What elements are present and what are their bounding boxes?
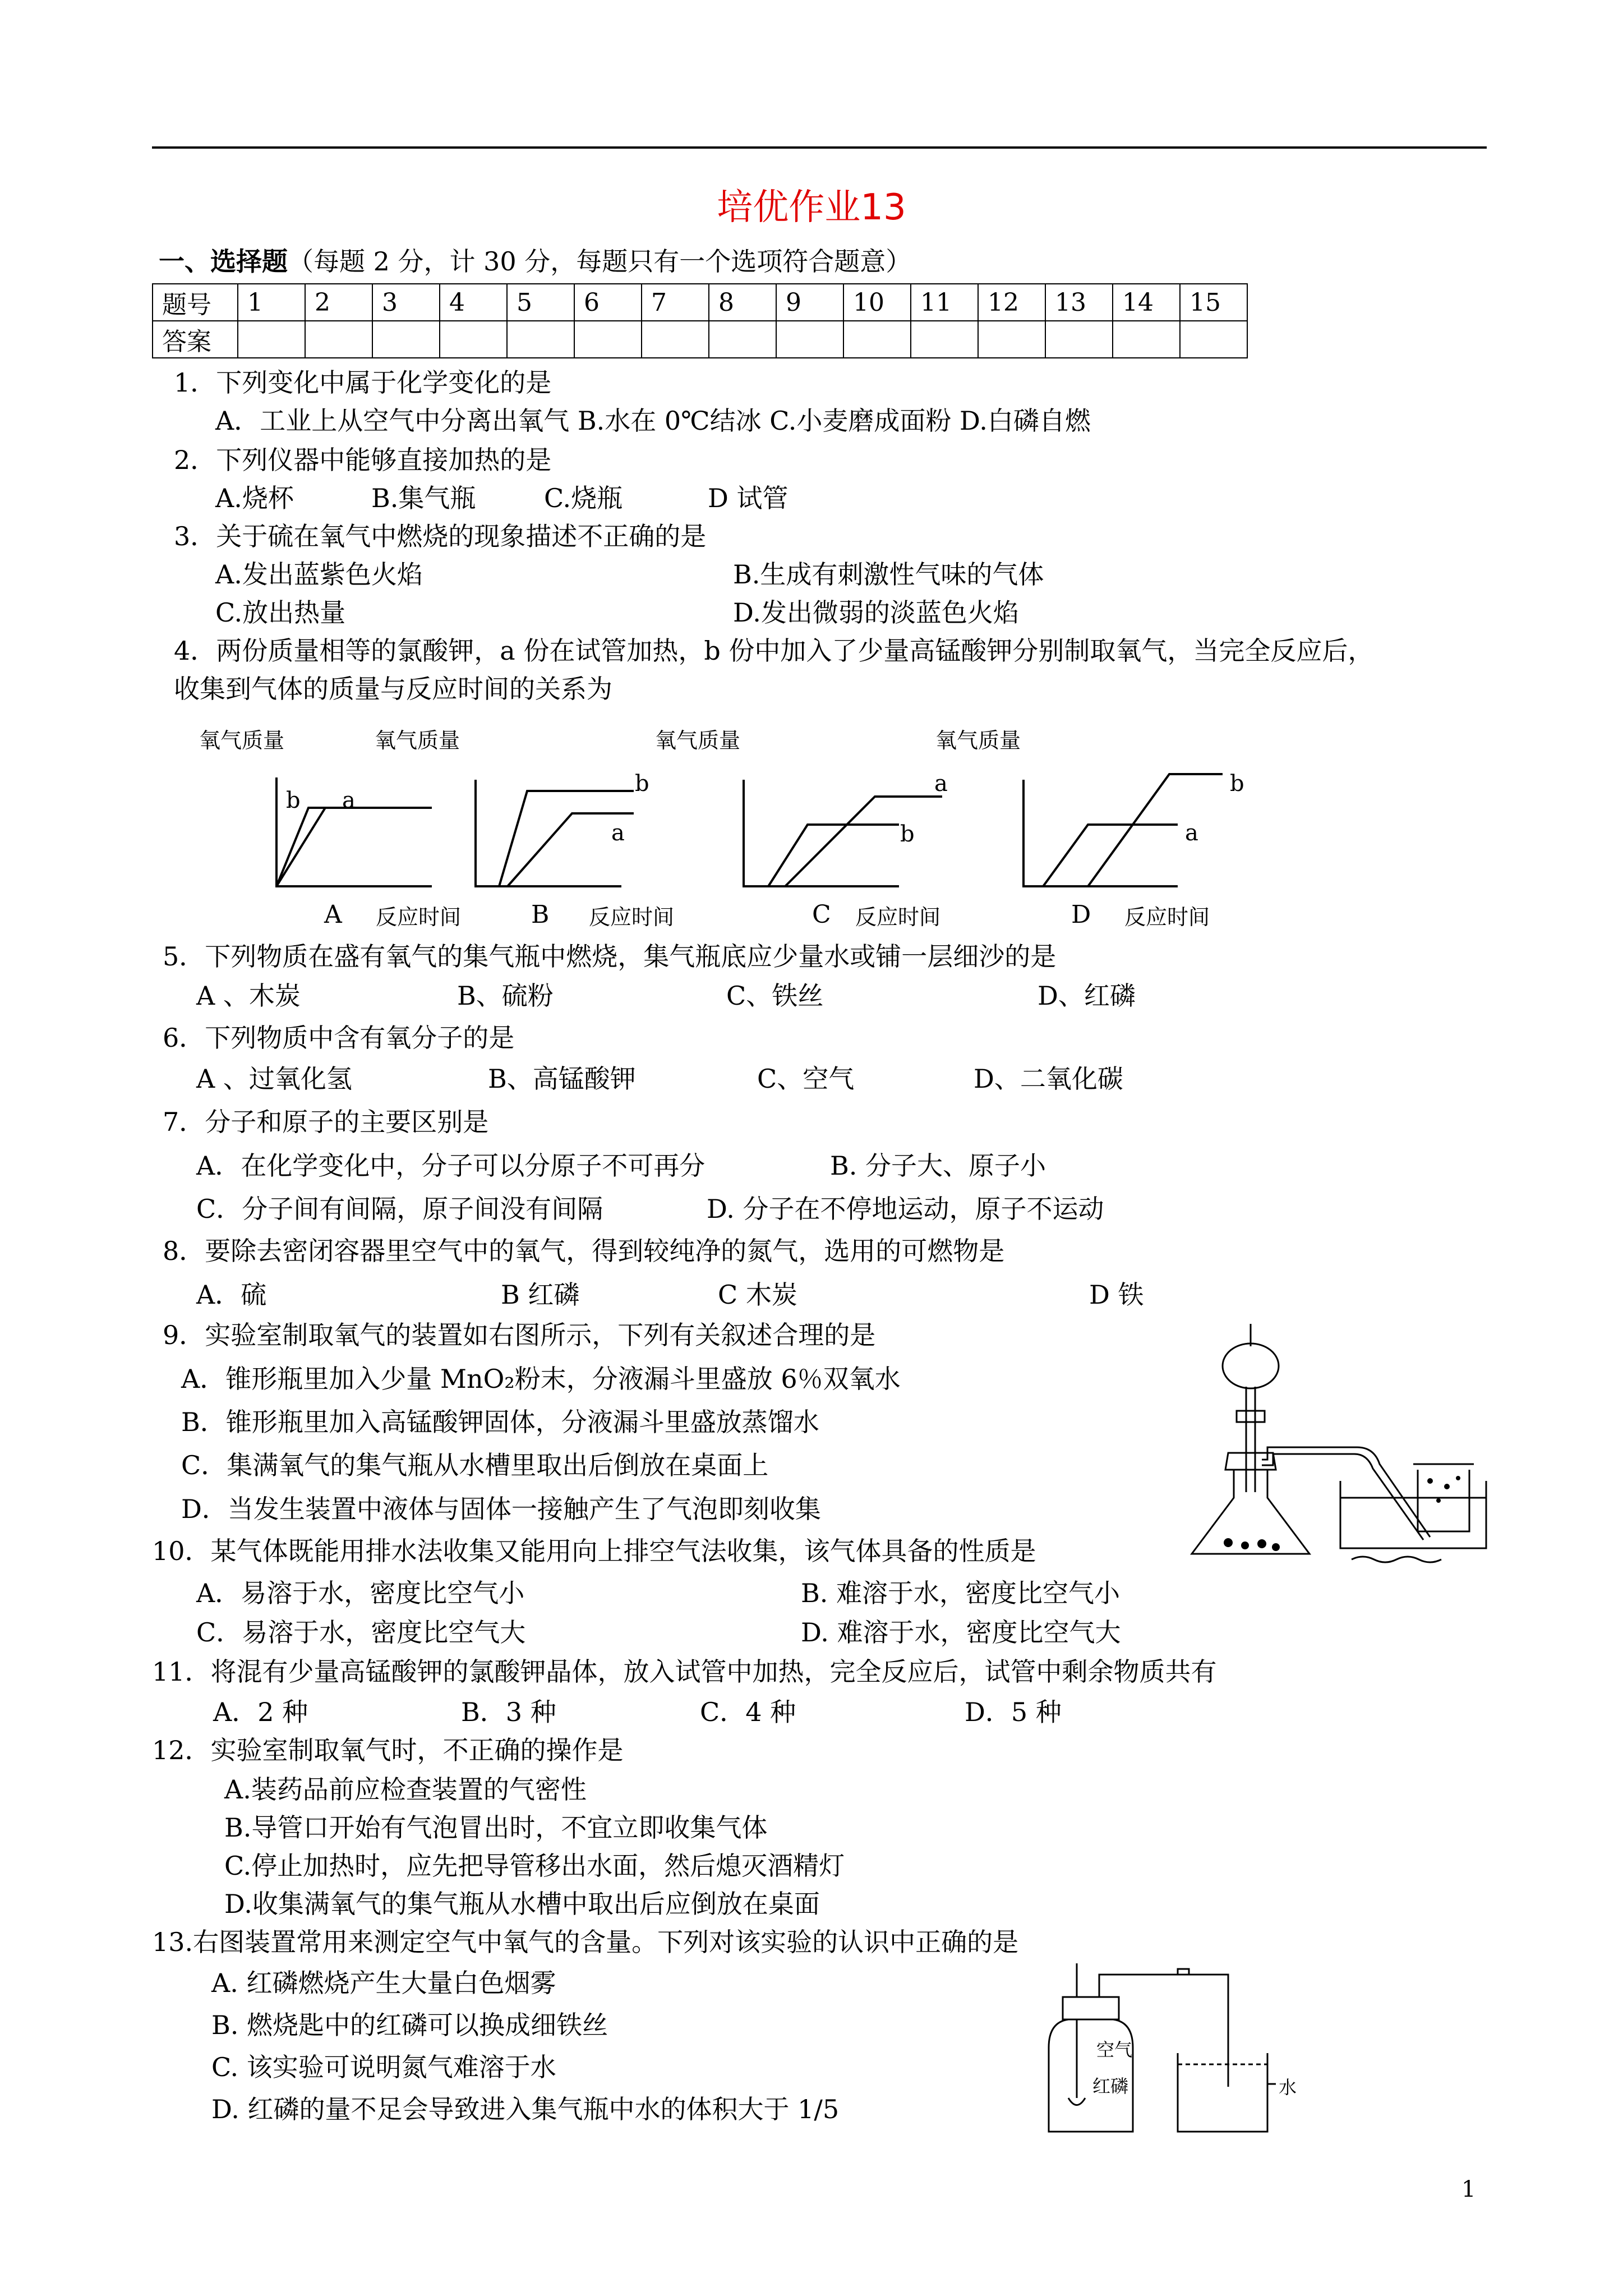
q5-a: A 、木炭 [196,981,301,1011]
q6-stem: 6．下列物质中含有氧分子的是 [163,1023,515,1053]
graph-b [476,780,634,886]
q7-a: A．在化学变化中，分子可以分原子不可再分 [196,1151,706,1181]
q13-d: D. 红磷的量不足会导致进入集气瓶中水的体积大于 1/5 [211,2094,840,2124]
top-rule [152,146,1487,149]
q13-a: A. 红磷燃烧产生大量白色烟雾 [211,1968,556,1998]
answer-cell[interactable] [1180,321,1247,358]
row-label: 题号 [153,284,238,321]
q10-d: D. 难溶于水，密度比空气大 [801,1617,1121,1648]
q11-a: A．2 种 [213,1697,308,1727]
ylabel: 氧气质量 [935,728,1021,753]
q8-b: B 红磷 [501,1280,580,1310]
q9-a: A．锥形瓶里加入少量 MnO₂粉末，分液漏斗里盛放 6％双氧水 [181,1364,901,1394]
q11-stem: 11．将混有少量高锰酸钾的氯酸钾晶体，放入试管中加热，完全反应后，试管中剩余物质共有 [152,1657,1217,1687]
q6-a: A 、过氧化氢 [196,1064,352,1094]
air-oxygen-apparatus-figure [1038,1958,1279,2143]
q2-c: C.烧瓶 [544,483,623,513]
question-number-cell: 7 [642,284,709,321]
combustion-spoon [1068,2098,1085,2105]
q10-c: C．易溶于水，密度比空气大 [196,1617,526,1648]
q10-stem: 10．某气体既能用排水法收集又能用向上排空气法收集，该气体具备的性质是 [152,1536,1036,1566]
answer-cell[interactable] [911,321,978,358]
label-b: b [1230,771,1244,797]
conical-flask [1192,1470,1310,1554]
graph-letter: B [531,900,550,929]
page-title: 培优作业13 [717,187,906,228]
answer-cell[interactable] [305,321,372,358]
q4-graphs [168,718,1290,931]
answer-cell[interactable] [238,321,305,358]
section-head: 一、选择题 [159,246,288,277]
q3-stem: 3．关于硫在氧气中燃烧的现象描述不正确的是 [174,521,707,551]
table-row [153,321,1247,358]
q4-stem-2: 收集到气体的质量与反应时间的关系为 [174,674,612,704]
q7-stem: 7．分子和原子的主要区别是 [163,1107,489,1137]
funnel-stem [1246,1387,1255,1492]
label-a: a [342,788,356,813]
answer-cell[interactable] [574,321,642,358]
q6-d: D、二氧化碳 [974,1064,1123,1094]
q2-a: A.烧杯 [215,483,294,513]
answer-cell[interactable] [1045,321,1113,358]
q5-stem: 5．下列物质在盛有氧气的集气瓶中燃烧，集气瓶底应少量水或铺一层细沙的是 [163,941,1057,972]
q5-c: C、铁丝 [726,981,824,1011]
q8-c: C 木炭 [718,1280,797,1310]
q12-b: B.导管口开始有气泡冒出时，不宜立即收集气体 [224,1812,768,1843]
stopcock [1237,1411,1265,1422]
label-a: a [611,820,625,846]
q3-d: D.发出微弱的淡蓝色火焰 [733,597,1019,628]
q12-c: C.停止加热时，应先把导管移出水面，然后熄灭酒精灯 [224,1851,845,1881]
label-a: a [934,771,948,797]
curve-b [768,825,899,886]
xlabel: 反应时间 [589,905,675,930]
graph-letter: C [812,900,831,929]
q7-d: D. 分子在不停地运动，原子不运动 [707,1194,1104,1224]
q3-b: B.生成有刺激性气味的气体 [733,559,1044,590]
q2-d: D 试管 [708,483,789,513]
q5-b: B、硫粉 [457,981,554,1011]
xlabel: 反应时间 [855,905,941,930]
q2-b: B.集气瓶 [371,483,476,513]
q7-b: B. 分子大、原子小 [830,1151,1046,1181]
q6-c: C、空气 [757,1064,855,1094]
q9-b: B．锥形瓶里加入高锰酸钾固体，分液漏斗里盛放蒸馏水 [181,1407,819,1437]
question-number-cell: 11 [911,284,978,321]
answer-cell[interactable] [507,321,574,358]
graph-letter: A [324,900,342,929]
section-note: （每题 2 分，计 30 分，每题只有一个选项符合题意） [288,246,912,277]
q8-a: A．硫 [196,1280,267,1310]
beaker [1178,2053,1267,2132]
q8-d: D 铁 [1089,1280,1144,1310]
q8-stem: 8．要除去密闭容器里空气中的氧气，得到较纯净的氮气，选用的可燃物是 [163,1236,1005,1266]
question-number-cell: 9 [776,284,843,321]
q9-stem: 9．实验室制取氧气的装置如右图所示，下列有关叙述合理的是 [163,1320,876,1350]
separatory-funnel [1223,1343,1279,1388]
stand-base [1352,1557,1441,1562]
question-number-cell: 8 [709,284,776,321]
question-number-cell: 15 [1180,284,1247,321]
question-number-cell: 10 [843,284,911,321]
ylabel: 氧气质量 [199,728,285,753]
answer-cell[interactable] [776,321,843,358]
q9-c: C．集满氧气的集气瓶从水槽里取出后倒放在桌面上 [181,1450,769,1480]
question-number-cell: 3 [372,284,440,321]
q11-c: C．4 种 [700,1697,796,1727]
label-b: b [286,788,301,813]
q10-b: B. 难溶于水，密度比空气小 [801,1578,1121,1608]
q3-c: C.放出热量 [215,597,346,628]
curve-a [785,797,942,886]
row-label: 答案 [153,321,238,358]
axes [476,780,621,886]
question-number-cell: 1 [238,284,305,321]
question-number-cell: 5 [507,284,574,321]
answer-cell[interactable] [440,321,507,358]
water-trough [1340,1481,1486,1548]
page-number: 1 [1461,2177,1476,2202]
q13-c: C. 该实验可说明氮气难溶于水 [211,2052,556,2082]
question-number-cell: 2 [305,284,372,321]
answer-table [152,283,1248,358]
q12-d: D.收集满氧气的集气瓶从水槽中取出后应倒放在桌面 [224,1889,820,1919]
connecting-tube [1099,1975,1228,2087]
rubber-stopper [1063,1997,1119,2019]
answer-cell[interactable] [1113,321,1180,358]
q6-b: B、高锰酸钾 [488,1064,636,1094]
table-row [153,284,1247,321]
section-heading [159,245,911,278]
curve-a [276,808,325,886]
answer-cell[interactable] [642,321,709,358]
question-number-cell: 4 [440,284,507,321]
phosphorus-label: 红磷 [1092,2076,1129,2097]
ylabel: 氧气质量 [375,728,460,753]
q13-stem: 13.右图装置常用来测定空气中氧气的含量。下列对该实验的认识中正确的是 [152,1927,1019,1957]
q10-a: A．易溶于水，密度比空气小 [196,1578,525,1608]
label-b: b [635,771,649,797]
answer-cell[interactable] [709,321,776,358]
oxygen-apparatus-figure [1183,1313,1497,1571]
question-number-cell: 6 [574,284,642,321]
q12-a: A.装药品前应检查装置的气密性 [224,1774,587,1805]
question-number-cell: 13 [1045,284,1113,321]
xlabel: 反应时间 [376,905,462,930]
q2-stem: 2．下列仪器中能够直接加热的是 [174,445,552,475]
water-label: 水 [1279,2077,1297,2098]
q12-stem: 12．实验室制取氧气时，不正确的操作是 [152,1735,624,1765]
q1-stem: 1．下列变化中属于化学变化的是 [174,367,552,398]
graph-letter: D [1071,900,1091,929]
q7-c: C．分子间有间隔，原子间没有间隔 [196,1194,603,1224]
q3-a: A.发出蓝紫色火焰 [215,559,423,590]
q11-b: B．3 种 [461,1697,556,1727]
gas-jar [1418,1470,1469,1531]
q1-options: A．工业上从空气中分离出氧气 B.水在 0℃结冰 C.小麦磨成面粉 D.白磷自燃 [215,406,1091,436]
q11-d: D．5 种 [965,1697,1062,1727]
label-a: a [1185,820,1198,846]
label-b: b [900,821,915,847]
question-number-cell: 14 [1113,284,1180,321]
answer-cell[interactable] [372,321,440,358]
curve-b [1088,774,1223,886]
answer-cell[interactable] [978,321,1045,358]
question-number-cell: 12 [978,284,1045,321]
q13-b: B. 燃烧匙中的红磷可以换成细铁丝 [211,2010,608,2040]
ylabel: 氧气质量 [655,728,741,753]
answer-cell[interactable] [843,321,911,358]
q4-stem-1: 4．两份质量相等的氯酸钾，a 份在试管加热，b 份中加入了少量高锰酸钾分别制取氧气，当完全反应后， [174,636,1374,666]
q5-d: D、红磷 [1038,981,1136,1011]
air-label: 空气 [1096,2039,1133,2060]
q9-d: D．当发生装置中液体与固体一接触产生了气泡即刻收集 [181,1494,821,1524]
xlabel: 反应时间 [1124,905,1210,930]
